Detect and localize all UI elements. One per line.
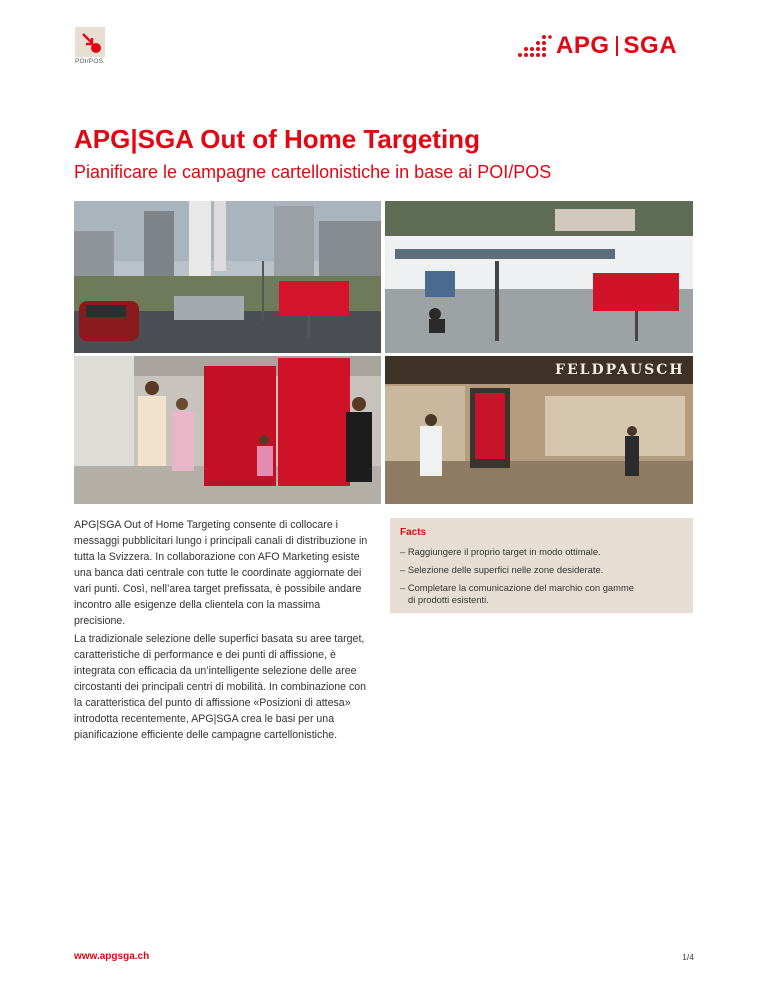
logo-dots-icon bbox=[516, 31, 552, 61]
logo-divider bbox=[616, 36, 618, 56]
facts-box bbox=[390, 518, 693, 613]
facts-item: – Selezione delle superfici nelle zone desiderate. bbox=[400, 564, 604, 575]
facts-item-continuation: di prodotti esistenti. bbox=[408, 594, 489, 605]
photo-mall-billboard bbox=[385, 356, 693, 504]
photo-roadside-billboard bbox=[74, 201, 381, 353]
apg-sga-logo bbox=[516, 31, 677, 61]
second-paragraph: La tradizionale selezione delle superfici basata su aree target, caratteristiche di performance e dei punti di affissione, è integrata con efficacia da un’intelligente selezione delle aree circostanti dei principali centri di mobilità. In combinazione con la caratteristica del punto di affissione «Posizioni di attesa» introdotta recentemente, APG|SGA crea le basi per una pianificazione efficiente delle campagne cartellonistiche. bbox=[74, 633, 367, 741]
page-title: APG|SGA Out of Home Targeting bbox=[74, 124, 480, 154]
photo-pier-billboard bbox=[385, 201, 693, 353]
footer-website-link[interactable]: www.apgsga.ch bbox=[74, 951, 150, 962]
store-sign: FELDPAUSCH bbox=[555, 362, 685, 378]
page-subtitle: Pianificare le campagne cartellonistiche in base ai POI/POS bbox=[74, 162, 552, 182]
category-label: POI/POS bbox=[75, 58, 104, 65]
page-number: 1/4 bbox=[682, 952, 694, 962]
intro-paragraph: APG|SGA Out of Home Targeting consente di collocare i messaggi pubblicitari lungo i principali canali di distribuzione in tutta la Svizzera. In collaborazione con AFO Marketing esiste una banca dati centrale con tutte le coordinate aggiornate dei vari punti. Così, nell’area target prefissata, è possibile andare incontro alle esigenze della clientela con la massima precisione. bbox=[74, 519, 368, 627]
facts-item: – Raggiungere il proprio target in modo ottimale. bbox=[400, 546, 601, 557]
logo-wordmark bbox=[556, 32, 677, 60]
facts-item: – Completare la comunicazione del marchio con gamme bbox=[400, 582, 634, 593]
facts-title: Facts bbox=[400, 527, 427, 538]
photo-station-billboards bbox=[74, 356, 381, 504]
logo-sga: SGA bbox=[623, 32, 678, 59]
poi-pos-icon bbox=[75, 27, 105, 57]
logo-apg: APG bbox=[556, 32, 610, 59]
